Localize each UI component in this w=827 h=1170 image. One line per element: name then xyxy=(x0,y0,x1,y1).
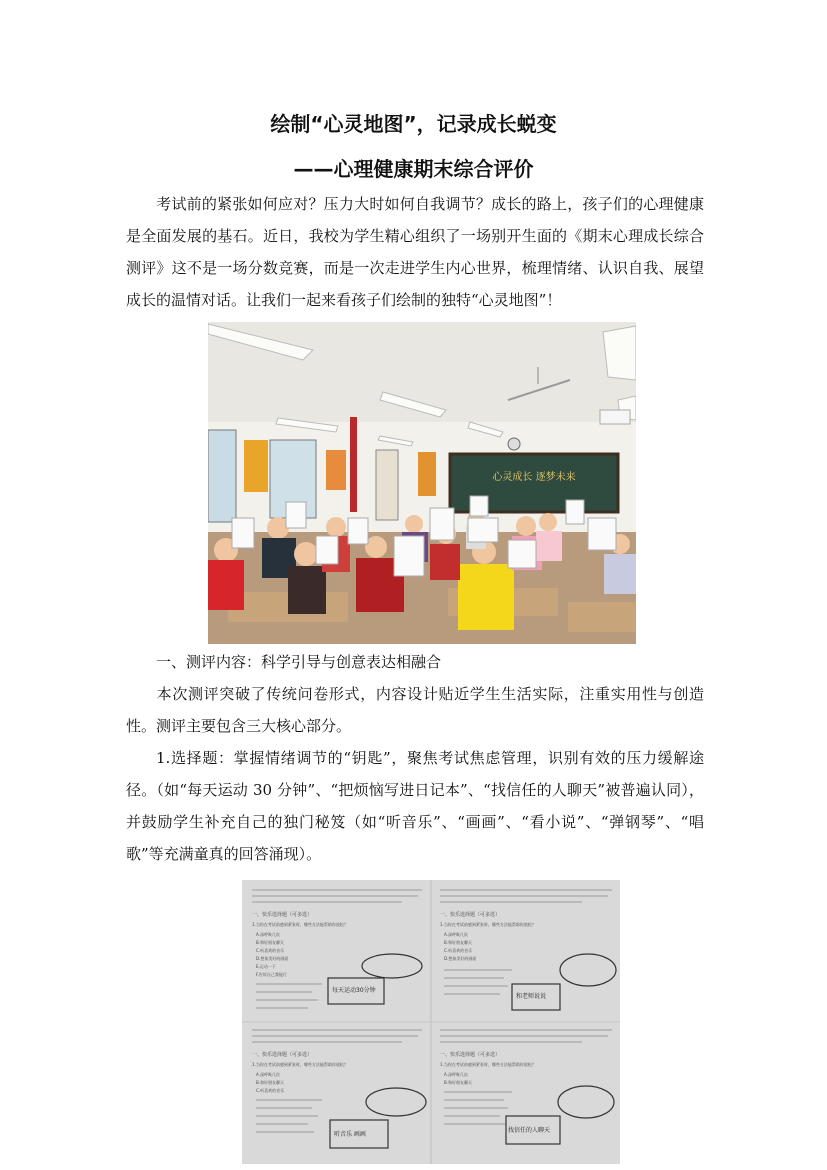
scan-option-f-1: F.告诉自己我能行 xyxy=(256,972,287,977)
scan-option-e-1: E.运动一下 xyxy=(256,964,276,969)
section1-heading xyxy=(126,646,704,678)
scanned-test-papers xyxy=(242,880,620,1164)
page-subtitle: ——心理健康期末综合评价 xyxy=(293,157,534,181)
section1-paragraph xyxy=(126,678,704,742)
scan-option-a-1: A.深呼吸几次 xyxy=(256,932,280,937)
scan-option-c-3: C.听喜欢的音乐 xyxy=(256,1088,285,1093)
chalkboard-text: 心灵成长 逐梦未来 xyxy=(492,472,576,483)
scan-question-1: 1.当你在考试前感到紧张时，哪些方法能帮助你放松？ xyxy=(252,922,348,927)
scan-option-c-1: C.听喜欢的音乐 xyxy=(256,948,285,953)
scan-option-a-4: A.深呼吸几次 xyxy=(444,1072,468,1077)
scan-question-2: 1.当你在考试前感到紧张时，哪些方法能帮助你放松？ xyxy=(440,922,536,927)
scan-handwriting-2: 和老师说说 xyxy=(516,993,547,1000)
section1-heading-text: 一、测评内容：科学引导与创意表达相融合 xyxy=(156,653,442,671)
section1-text: 本次测评突破了传统问卷形式，内容设计贴近学生生活实际，注重实用性与创造性。测评主要包含三大核心部分。 xyxy=(126,685,704,735)
scan-heading-3: 一、快乐选择题（可多选） xyxy=(252,1052,313,1058)
scan-heading-2: 一、快乐选择题（可多选） xyxy=(440,912,501,918)
scan-handwriting-1: 每天运动30分钟 xyxy=(332,987,376,994)
intro-text: 考试前的紧张如何应对？压力大时如何自我调节？成长的路上，孩子们的心理健康是全面发展的基石。近日，我校为学生精心组织了一场别开生面的《期末心理成长综合测评》这不是一场分数竞赛，而是一次走进学生内心世界，梳理情绪、认识自我、展望成长的温情对话。让我们一起来看孩子们绘制的独特“心灵地图”！ xyxy=(126,195,704,309)
scan-illustration xyxy=(242,880,620,1164)
scan-option-d-2: D.想象美好的画面 xyxy=(444,956,477,961)
scan-question-3: 1.当你在考试前感到紧张时，哪些方法能帮助你放松？ xyxy=(252,1062,348,1067)
scan-option-d-1: D.想象美好的画面 xyxy=(256,956,289,961)
scan-heading-1: 一、快乐选择题（可多选） xyxy=(252,912,313,918)
scan-option-b-4: B.和好朋友聊天 xyxy=(444,1080,473,1085)
scan-option-c-2: C.听喜欢的音乐 xyxy=(444,948,473,953)
item1-text: 1.选择题：掌握情绪调节的“钥匙”，聚焦考试焦虑管理，识别有效的压力缓解途径。（如“每天运动 30 分钟”、“把烦恼写进日记本”、“找信任的人聊天”被普遍认同），并鼓励学生补充自己的独门秘笈（如“听音乐”、“画画”、“看小说”、“弹钢琴”、“唱歌”等充满童真的回答涌现）。 xyxy=(126,749,704,863)
scan-option-b-1: B.和好朋友聊天 xyxy=(256,940,285,945)
scan-heading-4: 一、快乐选择题（可多选） xyxy=(440,1052,501,1058)
scan-question-4: 1.当你在考试前感到紧张时，哪些方法能帮助你放松？ xyxy=(440,1062,536,1067)
scan-handwriting-3: 听音乐 画画 xyxy=(334,1131,366,1138)
item1-paragraph xyxy=(126,742,704,870)
scan-option-b-3: B.和好朋友聊天 xyxy=(256,1080,285,1085)
scan-option-b-2: B.和好朋友聊天 xyxy=(444,940,473,945)
scan-handwriting-4: 找信任的人聊天 xyxy=(508,1127,551,1134)
page-title: 绘制“心灵地图”，记录成长蜕变 xyxy=(270,112,557,136)
classroom-photo xyxy=(208,322,636,644)
classroom-illustration xyxy=(208,322,636,644)
scan-option-a-3: A.深呼吸几次 xyxy=(256,1072,280,1077)
scan-option-a-2: A.深呼吸几次 xyxy=(444,932,468,937)
intro-paragraph xyxy=(126,188,704,316)
